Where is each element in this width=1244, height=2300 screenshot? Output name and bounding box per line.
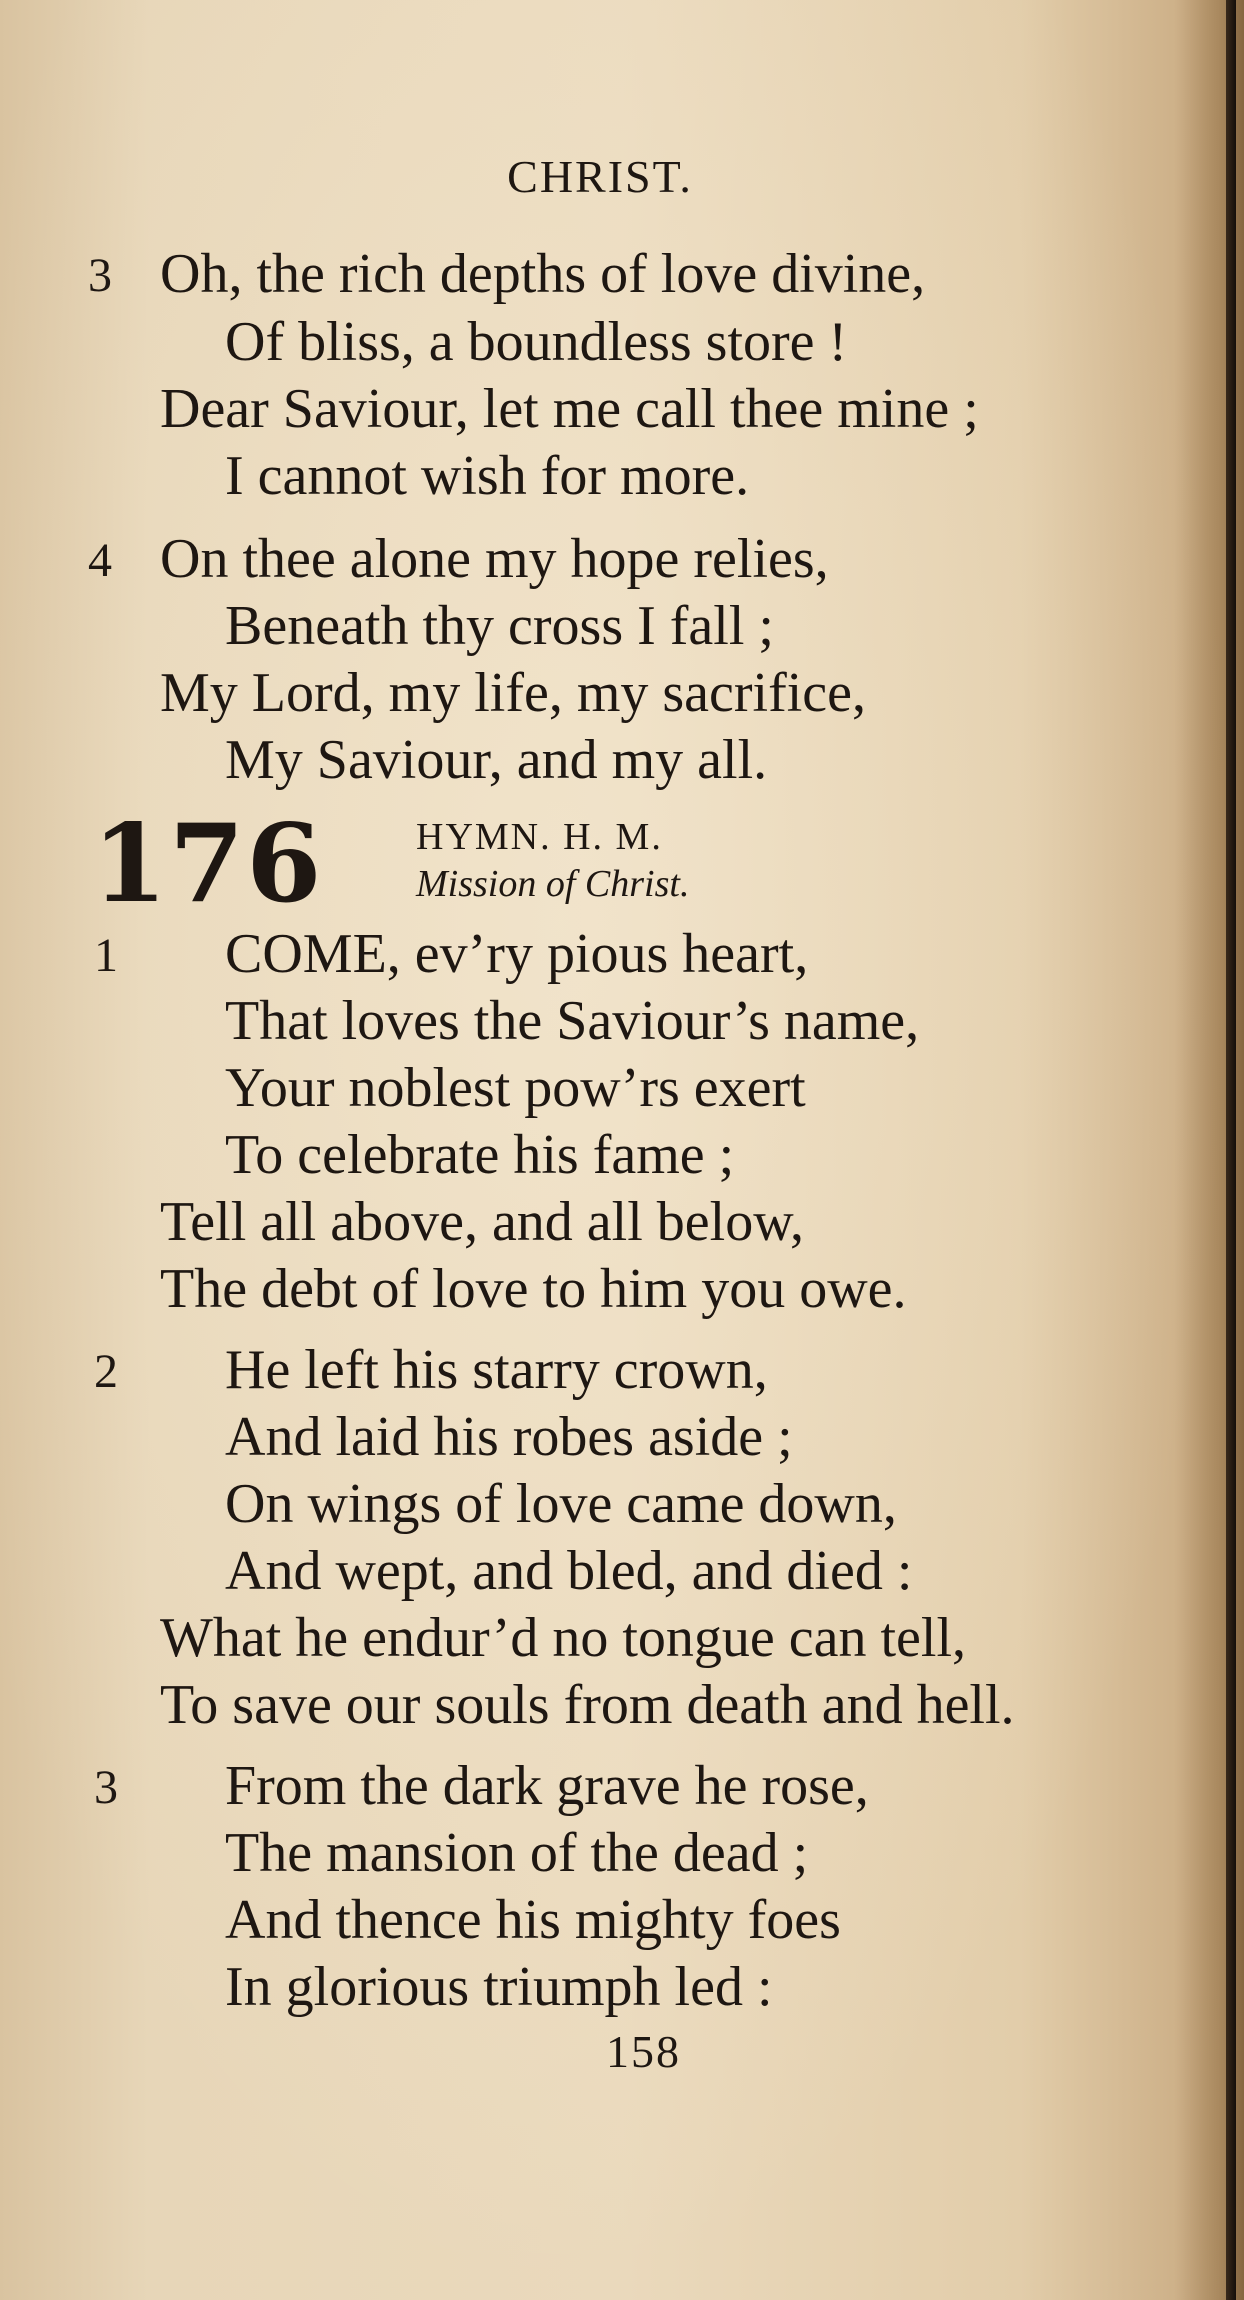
stanza-number: 3	[88, 249, 112, 302]
verse-line: To save our souls from death and hell.	[160, 1674, 1015, 1736]
page-edge	[1226, 0, 1236, 2300]
verse-line: And wept, and bled, and died :	[225, 1540, 913, 1602]
verse-line: Your noblest pow’rs exert	[225, 1057, 806, 1119]
verse-line: Beneath thy cross I fall ;	[225, 595, 774, 657]
verse-line: From the dark grave he rose,	[225, 1755, 869, 1817]
verse-line: Dear Saviour, let me call thee mine ;	[160, 378, 979, 440]
verse-line: Oh, the rich depths of love divine,	[160, 243, 926, 305]
verse-line: On wings of love came down,	[225, 1473, 897, 1535]
verse-line: COME, ev’ry pious heart,	[225, 923, 809, 985]
stanza-number: 4	[88, 534, 112, 587]
verse-line: Of bliss, a boundless store !	[225, 311, 848, 373]
stanza-number: 3	[94, 1761, 118, 1814]
verse-line: My Lord, my life, my sacrifice,	[160, 662, 867, 724]
verse-line: On thee alone my hope relies,	[160, 528, 829, 590]
verse-line: What he endur’d no tongue can tell,	[160, 1607, 967, 1669]
hymn-subject: Mission of Christ.	[416, 863, 690, 905]
hymn-title: HYMN. H. M.	[416, 816, 663, 858]
verse-line: And laid his robes aside ;	[225, 1406, 793, 1468]
verse-line: I cannot wish for more.	[225, 445, 750, 507]
verse-line: That loves the Saviour’s name,	[225, 990, 920, 1052]
verse-line: In glorious triumph led :	[225, 1956, 773, 2018]
stanza-number: 1	[94, 929, 118, 982]
verse-line: The debt of love to him you owe.	[160, 1258, 907, 1320]
verse-line: The mansion of the dead ;	[225, 1822, 809, 1884]
verse-line: He left his starry crown,	[225, 1339, 768, 1401]
verse-line: To celebrate his fame ;	[225, 1124, 735, 1186]
verse-line: And thence his mighty foes	[225, 1889, 841, 1951]
verse-line: My Saviour, and my all.	[225, 729, 768, 791]
verse-line: Tell all above, and all below,	[160, 1191, 804, 1253]
running-head: CHRIST.	[507, 151, 693, 202]
hymn-number: 176	[92, 801, 324, 927]
page-number: 158	[606, 2026, 681, 2077]
stanza-number: 2	[94, 1345, 118, 1398]
